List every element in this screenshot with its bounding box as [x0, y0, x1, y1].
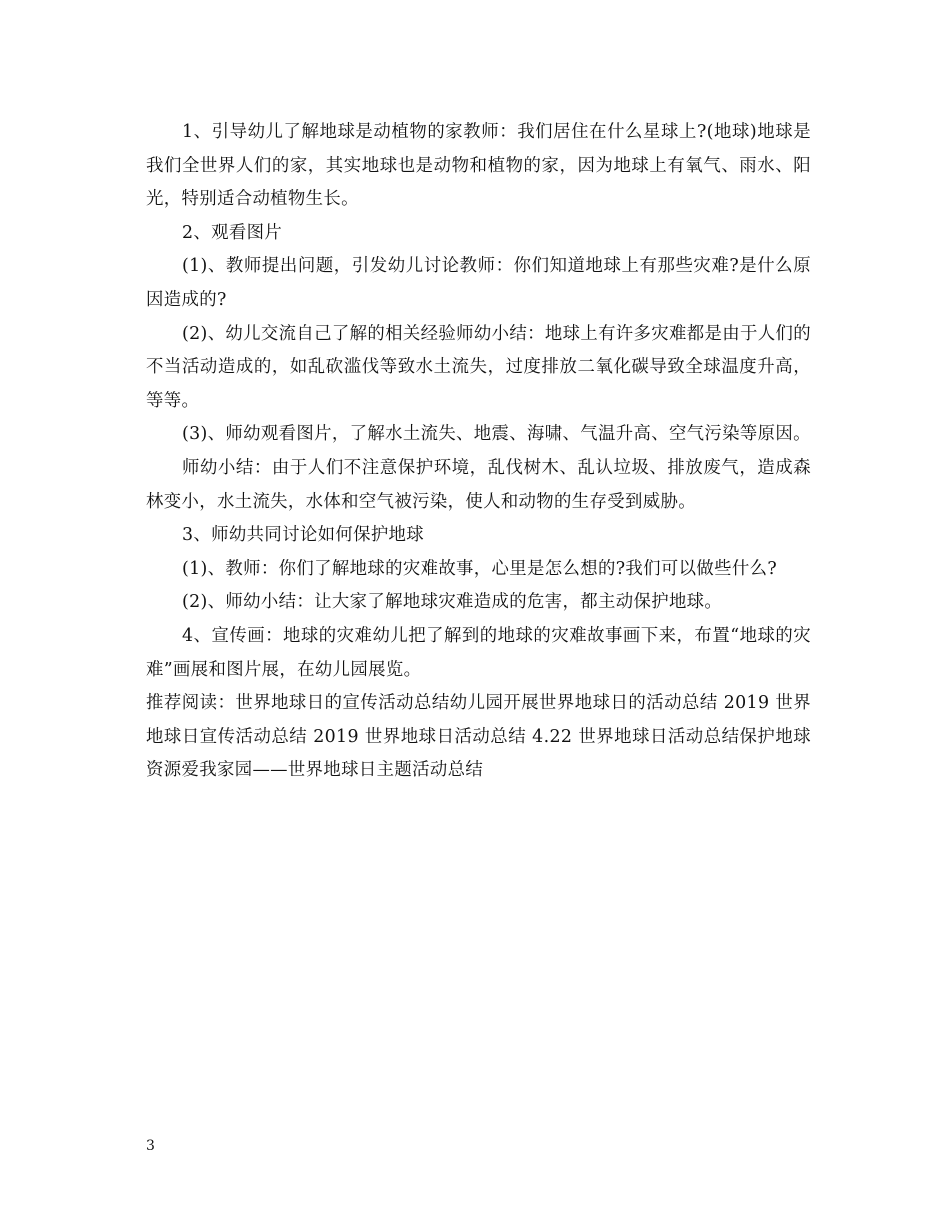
page-number: 3 — [146, 1138, 155, 1154]
paragraph-step-2-3: (3)、师幼观看图片，了解水土流失、地震、海啸、气温升高、空气污染等原因。 — [182, 424, 811, 445]
paragraph-step-2-heading: 2、观看图片 — [182, 222, 283, 243]
paragraph-step-3-2: (2)、师幼小结：让大家了解地球灾难造成的危害，都主动保护地球。 — [182, 592, 723, 613]
paragraph-step-2-1: (1)、教师提出问题，引发幼儿讨论教师：你们知道地球上有那些灾难?是什么原因造成的? — [146, 256, 811, 310]
paragraph-step-3-1: (1)、教师：你们了解地球的灾难故事，心里是怎么想的?我们可以做些什么? — [182, 558, 777, 579]
document-body — [146, 116, 811, 788]
recommended-reading: 推荐阅读：世界地球日的宣传活动总结幼儿园开展世界地球日的活动总结 2019 世界地球日宣传活动总结 2019 世界地球日活动总结 4.22 世界地球日活动总结保护地球资源爱我家园——世界地球日主题活动总结 — [146, 693, 811, 781]
paragraph-step-4: 4、宣传画：地球的灾难幼儿把了解到的地球的灾难故事画下来，布置“地球的灾难”画展和图片展，在幼儿园展览。 — [146, 625, 811, 680]
paragraph-step-2-2: (2)、幼儿交流自己了解的相关经验师幼小结：地球上有许多灾难都是由于人们的不当活动造成的，如乱砍滥伐等致水土流失，过度排放二氧化碳导致全球温度升高，等等。 — [146, 323, 811, 411]
paragraph-step-1: 1、引导幼儿了解地球是动植物的家教师：我们居住在什么星球上?(地球)地球是我们全世界人们的家，其实地球也是动物和植物的家，因为地球上有氧气、雨水、阳光，特别适合动植物生长。 — [146, 122, 811, 210]
paragraph-step-3-heading: 3、师幼共同讨论如何保护地球 — [182, 525, 425, 546]
paragraph-summary: 师幼小结：由于人们不注意保护环境，乱伐树木、乱认垃圾、排放废气，造成森林变小，水土流失，水体和空气被污染，使人和动物的生存受到威胁。 — [146, 457, 811, 512]
